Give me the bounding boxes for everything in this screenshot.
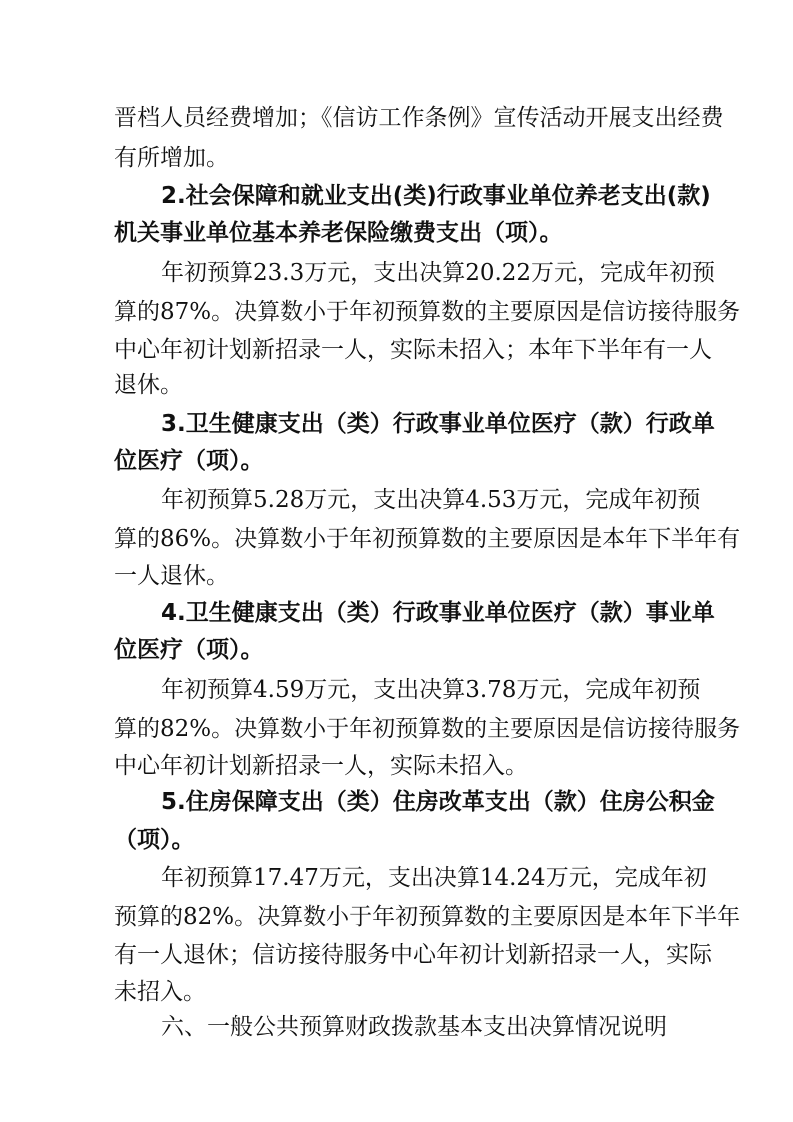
body-text-line: 年初预算4.59万元，支出决算3.78万元，完成年初预 (161, 677, 701, 703)
section-heading-3-cont: 位医疗（项）。 (114, 448, 264, 474)
section-heading-3: 3.卫生健康支出（类）行政事业单位医疗（款）行政单 (161, 411, 715, 437)
chapter-heading-6: 六、一般公共预算财政拨款基本支出决算情况说明 (161, 1014, 667, 1040)
body-text-line: 年初预算5.28万元，支出决算4.53万元，完成年初预 (161, 487, 701, 513)
section-heading-4-cont: 位医疗（项）。 (114, 637, 264, 663)
body-text-line: 未招入。 (114, 979, 206, 1005)
body-text-line: 有一人退休；信访接待服务中心年初计划新招录一人，实际 (114, 942, 712, 968)
section-heading-4: 4.卫生健康支出（类）行政事业单位医疗（款）事业单 (161, 600, 715, 626)
body-text-line: 年初预算17.47万元，支出决算14.24万元，完成年初 (161, 865, 707, 891)
section-heading-5-cont: （项）。 (114, 827, 195, 853)
body-text-line: 中心年初计划新招录一人，实际未招入。 (114, 753, 528, 779)
section-heading-5: 5.住房保障支出（类）住房改革支出（款）住房公积金 (161, 789, 715, 815)
body-text-line: 晋档人员经费增加；《信访工作条例》宣传活动开展支出经费 (114, 105, 724, 131)
body-text-line: 算的86%。决算数小于年初预算数的主要原因是本年下半年有 (114, 526, 741, 552)
body-text-line: 中心年初计划新招录一人，实际未招入；本年下半年有一人 (114, 337, 712, 363)
body-text-line: 算的87%。决算数小于年初预算数的主要原因是信访接待服务 (114, 299, 741, 325)
section-heading-2: 2.社会保障和就业支出(类)行政事业单位养老支出(款) (161, 183, 711, 209)
body-text-line: 年初预算23.3万元，支出决算20.22万元，完成年初预 (161, 260, 716, 286)
body-text-line: 退休。 (114, 372, 183, 398)
body-text-line: 一人退休。 (114, 563, 229, 589)
body-text-line: 预算的82%。决算数小于年初预算数的主要原因是本年下半年 (114, 904, 741, 930)
body-text-line: 有所增加。 (114, 145, 229, 171)
body-text-line: 算的82%。决算数小于年初预算数的主要原因是信访接待服务 (114, 716, 741, 742)
section-heading-2-cont: 机关事业单位基本养老保险缴费支出（项）。 (114, 220, 563, 246)
